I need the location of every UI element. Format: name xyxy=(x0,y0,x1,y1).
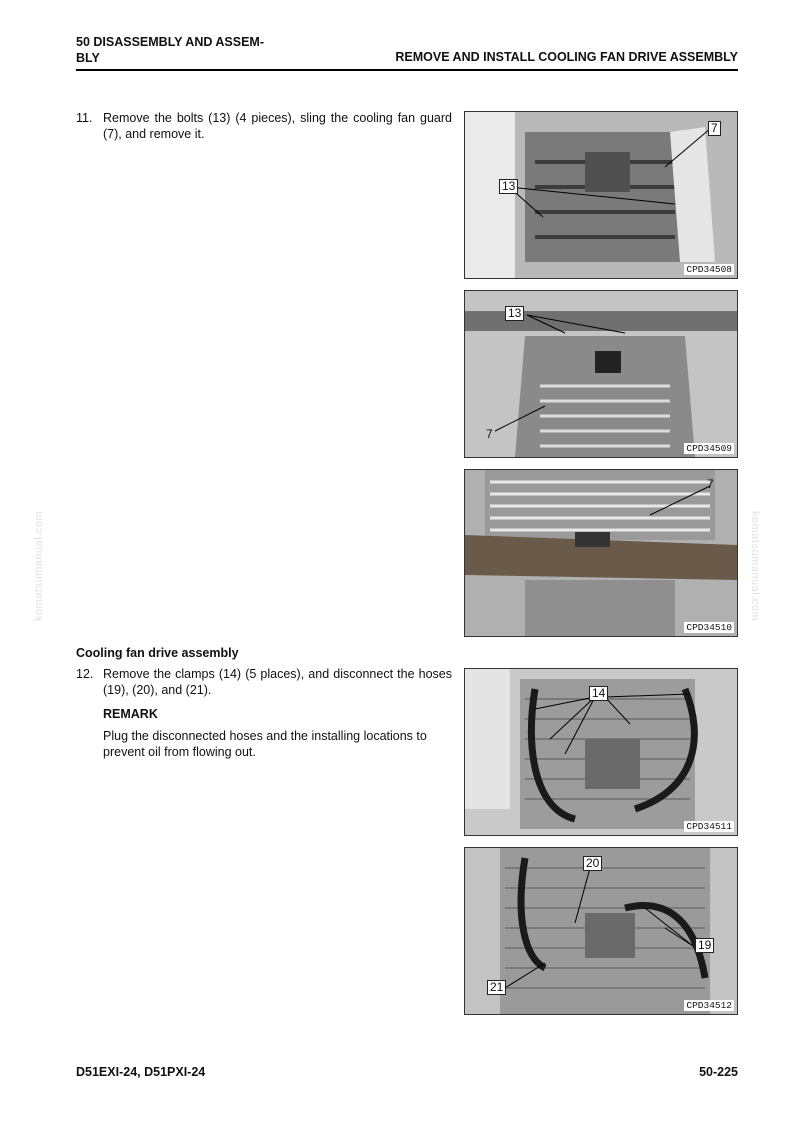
callout-label: 13 xyxy=(499,179,518,194)
step-11 xyxy=(76,110,452,142)
step-12 xyxy=(76,666,452,698)
figure-caption: CPD34509 xyxy=(686,443,732,454)
callout-label: 14 xyxy=(589,686,608,701)
figure-cpd34512 xyxy=(464,847,738,1015)
step-number: 12. xyxy=(76,667,94,681)
figure-cpd34508 xyxy=(464,111,738,279)
header-divider xyxy=(76,69,738,71)
watermark-left: komatsumanual.com xyxy=(33,511,45,621)
callout-label: 13 xyxy=(505,306,524,321)
figure-cpd34511 xyxy=(464,668,738,836)
section-heading-line1: 50 DISASSEMBLY AND ASSEM- xyxy=(76,35,265,49)
callout-label: 7 xyxy=(708,121,721,136)
section-heading-line2: BLY xyxy=(76,51,100,65)
subsection-title: Cooling fan drive assembly xyxy=(76,646,239,660)
step-number: 11. xyxy=(76,111,93,125)
callout-label: 7 xyxy=(707,477,714,491)
step-text: Remove the clamps (14) (5 places), and disconnect the hoses (19), (20), and (21). xyxy=(103,667,452,697)
callout-label: 21 xyxy=(487,980,506,995)
page-title: REMOVE AND INSTALL COOLING FAN DRIVE ASSEMBLY xyxy=(395,50,738,64)
figure-caption: CPD34510 xyxy=(686,622,732,633)
section-heading xyxy=(76,34,306,66)
watermark-right: komatsumanual.com xyxy=(749,511,761,621)
callout-label: 7 xyxy=(486,427,493,441)
figure-cpd34509 xyxy=(464,290,738,458)
removed-fan-guard-photo xyxy=(465,470,737,636)
page-number: 50-225 xyxy=(699,1065,738,1079)
remark-text: Plug the disconnected hoses and the installing locations to prevent oil from flowing out. xyxy=(103,729,427,759)
fan-guard-photo xyxy=(465,112,737,278)
figure-caption: CPD34511 xyxy=(686,821,732,832)
callout-label: 19 xyxy=(695,938,714,953)
figure-caption: CPD34508 xyxy=(686,264,732,275)
remark-heading: REMARK xyxy=(103,707,158,721)
step-text: Remove the bolts (13) (4 pieces), sling the cooling fan guard (7), and remove it. xyxy=(103,111,452,141)
callout-label: 20 xyxy=(583,856,602,871)
footer-models: D51EXI-24, D51PXI-24 xyxy=(76,1065,206,1079)
figure-caption: CPD34512 xyxy=(686,1000,732,1011)
figure-cpd34510 xyxy=(464,469,738,637)
